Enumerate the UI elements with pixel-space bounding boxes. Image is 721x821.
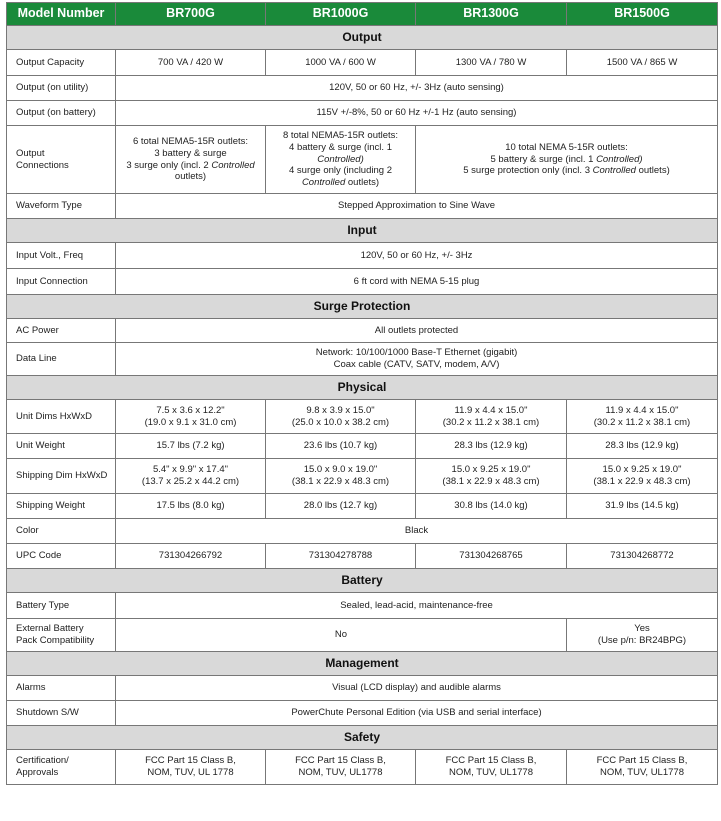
text-line: (30.2 x 11.2 x 38.1 cm): [442, 416, 540, 428]
text-line: (38.1 x 22.9 x 48.3 cm): [442, 476, 540, 487]
text-line: Network: 10/100/1000 Base-T Ethernet (gigabit): [315, 347, 518, 359]
row-label: [7, 750, 116, 785]
cell-value: [266, 400, 416, 434]
cell-value: [116, 343, 718, 376]
cell-value: [266, 459, 416, 494]
text-line: 15.0 x 9.25 x 19.0": [602, 464, 682, 476]
table-row: [7, 750, 718, 785]
row-label: Input Volt., Freq: [7, 243, 116, 269]
row-label: [7, 126, 116, 194]
table-row: [7, 126, 718, 194]
text-italic: Controlled): [317, 153, 364, 165]
text-italic: Controlled: [301, 177, 346, 189]
row-label: Unit Dims HxWxD: [7, 400, 116, 434]
text-line: NOM, TUV, UL1778: [600, 767, 684, 778]
cell-value: 731304278788: [266, 544, 416, 569]
cell-value: 28.3 lbs (12.9 kg): [567, 434, 718, 459]
cell-value: 700 VA / 420 W: [116, 50, 266, 76]
text-line: FCC Part 15 Class B,: [145, 755, 236, 767]
row-label: Shipping Weight: [7, 494, 116, 519]
text-line: 15.0 x 9.25 x 19.0": [451, 464, 531, 476]
text-line: (38.1 x 22.9 x 48.3 cm): [593, 476, 691, 487]
text-line: 10 total NEMA 5-15R outlets:: [505, 141, 628, 153]
row-label: AC Power: [7, 319, 116, 343]
text-line: 8 total NEMA5-15R outlets:: [282, 129, 399, 141]
label-line: Certification/: [16, 755, 69, 767]
cell-value: 30.8 lbs (14.0 kg): [416, 494, 567, 519]
row-label: Input Connection: [7, 269, 116, 295]
row-label: Unit Weight: [7, 434, 116, 459]
text-line: (30.2 x 11.2 x 38.1 cm): [593, 416, 691, 428]
section-title: Output: [7, 26, 718, 50]
cell-value: Black: [116, 519, 718, 544]
text-line: (19.0 x 9.1 x 31.0 cm): [144, 416, 237, 428]
text-line: outlets): [174, 171, 207, 183]
text-line: 3 battery & surge: [154, 147, 227, 159]
cell-value: [416, 750, 567, 785]
text-line: 11.9 x 4.4 x 15.0": [605, 404, 679, 416]
section-input: [7, 219, 718, 243]
row-label: Output (on utility): [7, 76, 116, 101]
table-row: [7, 269, 718, 295]
model-br700g: BR700G: [116, 3, 266, 26]
text-line: NOM, TUV, UL1778: [298, 767, 383, 778]
text-line: 5 battery & surge (incl. 1: [490, 153, 597, 165]
cell-value: 31.9 lbs (14.5 kg): [567, 494, 718, 519]
row-label: Shipping Dim HxWxD: [7, 459, 116, 494]
text-line: Yes: [634, 623, 650, 635]
section-title: Safety: [7, 726, 718, 750]
text-line: Coax cable (CATV, SATV, modem, A/V): [333, 359, 500, 370]
row-label: Alarms: [7, 676, 116, 701]
section-title: Input: [7, 219, 718, 243]
section-title: Battery: [7, 569, 718, 593]
table-row: [7, 50, 718, 76]
text-line: 11.9 x 4.4 x 15.0": [454, 404, 528, 416]
specs-table: [6, 2, 718, 785]
table-row: [7, 76, 718, 101]
text-line: FCC Part 15 Class B,: [295, 755, 386, 767]
cell-value: [567, 459, 718, 494]
cell-value: 15.7 lbs (7.2 kg): [116, 434, 266, 459]
text-line: NOM, TUV, UL 1778: [147, 767, 234, 778]
section-title: Surge Protection: [7, 295, 718, 319]
row-label: Battery Type: [7, 593, 116, 619]
cell-value: 120V, 50 or 60 Hz, +/- 3Hz (auto sensing): [116, 76, 718, 101]
cell-value: 17.5 lbs (8.0 kg): [116, 494, 266, 519]
row-label: Color: [7, 519, 116, 544]
section-surge-protection: [7, 295, 718, 319]
label-line: Output: [16, 147, 45, 159]
table-row: [7, 319, 718, 343]
cell-value: [266, 750, 416, 785]
text-italic: Controlled): [596, 153, 643, 165]
label-line: External Battery: [16, 623, 84, 635]
cell-value: 23.6 lbs (10.7 kg): [266, 434, 416, 459]
table-row: [7, 593, 718, 619]
text-line: NOM, TUV, UL1778: [449, 767, 533, 778]
cell-value: 731304268772: [567, 544, 718, 569]
section-safety: [7, 726, 718, 750]
text-line: 9.8 x 3.9 x 15.0": [306, 404, 375, 416]
row-label: Waveform Type: [7, 194, 116, 219]
section-management: [7, 652, 718, 676]
table-row: [7, 459, 718, 494]
label-line: Pack Compatibility: [16, 635, 95, 646]
text-line: 5 surge protection only (incl. 3: [463, 165, 593, 177]
cell-value: 1300 VA / 780 W: [416, 50, 567, 76]
cell-value: 1500 VA / 865 W: [567, 50, 718, 76]
text-line: outlets): [635, 165, 670, 177]
cell-value: Visual (LCD display) and audible alarms: [116, 676, 718, 701]
text-line: (25.0 x 10.0 x 38.2 cm): [291, 416, 390, 428]
row-label: Shutdown S/W: [7, 701, 116, 726]
cell-value: 1000 VA / 600 W: [266, 50, 416, 76]
text-line: 5.4" x 9.9" x 17.4": [152, 464, 229, 476]
table-row: [7, 434, 718, 459]
cell-value: [416, 126, 718, 194]
table-row: [7, 676, 718, 701]
section-battery: [7, 569, 718, 593]
text-line: outlets): [345, 177, 380, 189]
section-title: Management: [7, 652, 718, 676]
model-number-header: Model Number: [7, 3, 116, 26]
cell-value: Stepped Approximation to Sine Wave: [116, 194, 718, 219]
table-row: [7, 619, 718, 652]
table-row: [7, 400, 718, 434]
cell-value: 28.0 lbs (12.7 kg): [266, 494, 416, 519]
cell-value: 28.3 lbs (12.9 kg): [416, 434, 567, 459]
text-line: 4 battery & surge (incl. 1: [289, 141, 392, 153]
cell-value: [567, 619, 718, 652]
section-title: Physical: [7, 376, 718, 400]
text-line: (13.7 x 25.2 x 44.2 cm): [141, 476, 240, 487]
label-line: Connections: [16, 159, 69, 171]
table-row: [7, 194, 718, 219]
header-row: [7, 3, 718, 26]
model-br1300g: BR1300G: [416, 3, 567, 26]
section-physical: [7, 376, 718, 400]
cell-value: 731304268765: [416, 544, 567, 569]
text-line: 4 surge only (including 2: [289, 165, 392, 177]
cell-value: 731304266792: [116, 544, 266, 569]
table-row: [7, 519, 718, 544]
text-line: FCC Part 15 Class B,: [445, 755, 537, 767]
cell-value: [116, 459, 266, 494]
row-label: [7, 619, 116, 652]
text-italic: Controlled: [211, 159, 255, 171]
cell-value: [116, 126, 266, 194]
cell-value: [416, 400, 567, 434]
section-output: [7, 26, 718, 50]
row-label: UPC Code: [7, 544, 116, 569]
text-line: FCC Part 15 Class B,: [596, 755, 688, 767]
text-line: 7.5 x 3.6 x 12.2": [156, 404, 225, 416]
text-line: (38.1 x 22.9 x 48.3 cm): [291, 476, 390, 487]
table-row: [7, 701, 718, 726]
row-label: Output (on battery): [7, 101, 116, 126]
table-row: [7, 101, 718, 126]
cell-value: 6 ft cord with NEMA 5-15 plug: [116, 269, 718, 295]
cell-value: PowerChute Personal Edition (via USB and serial interface): [116, 701, 718, 726]
label-line: Approvals: [16, 767, 59, 778]
cell-value: [567, 400, 718, 434]
table-row: [7, 243, 718, 269]
cell-value: All outlets protected: [116, 319, 718, 343]
table-row: [7, 343, 718, 376]
model-br1000g: BR1000G: [266, 3, 416, 26]
table-row: [7, 544, 718, 569]
cell-value: [567, 750, 718, 785]
cell-value: [116, 400, 266, 434]
cell-value: No: [116, 619, 567, 652]
cell-value: Sealed, lead-acid, maintenance-free: [116, 593, 718, 619]
cell-value: 115V +/-8%, 50 or 60 Hz +/-1 Hz (auto sensing): [116, 101, 718, 126]
cell-value: 120V, 50 or 60 Hz, +/- 3Hz: [116, 243, 718, 269]
row-label: Output Capacity: [7, 50, 116, 76]
text-line: (Use p/n: BR24BPG): [597, 635, 687, 646]
cell-value: [266, 126, 416, 194]
text-line: 3 surge only (incl. 2: [126, 159, 212, 171]
model-br1500g: BR1500G: [567, 3, 718, 26]
row-label: Data Line: [7, 343, 116, 376]
text-italic: Controlled: [592, 165, 636, 177]
text-line: 15.0 x 9.0 x 19.0": [303, 464, 378, 476]
text-line: 6 total NEMA5-15R outlets:: [132, 135, 249, 147]
cell-value: [116, 750, 266, 785]
table-row: [7, 494, 718, 519]
cell-value: [416, 459, 567, 494]
